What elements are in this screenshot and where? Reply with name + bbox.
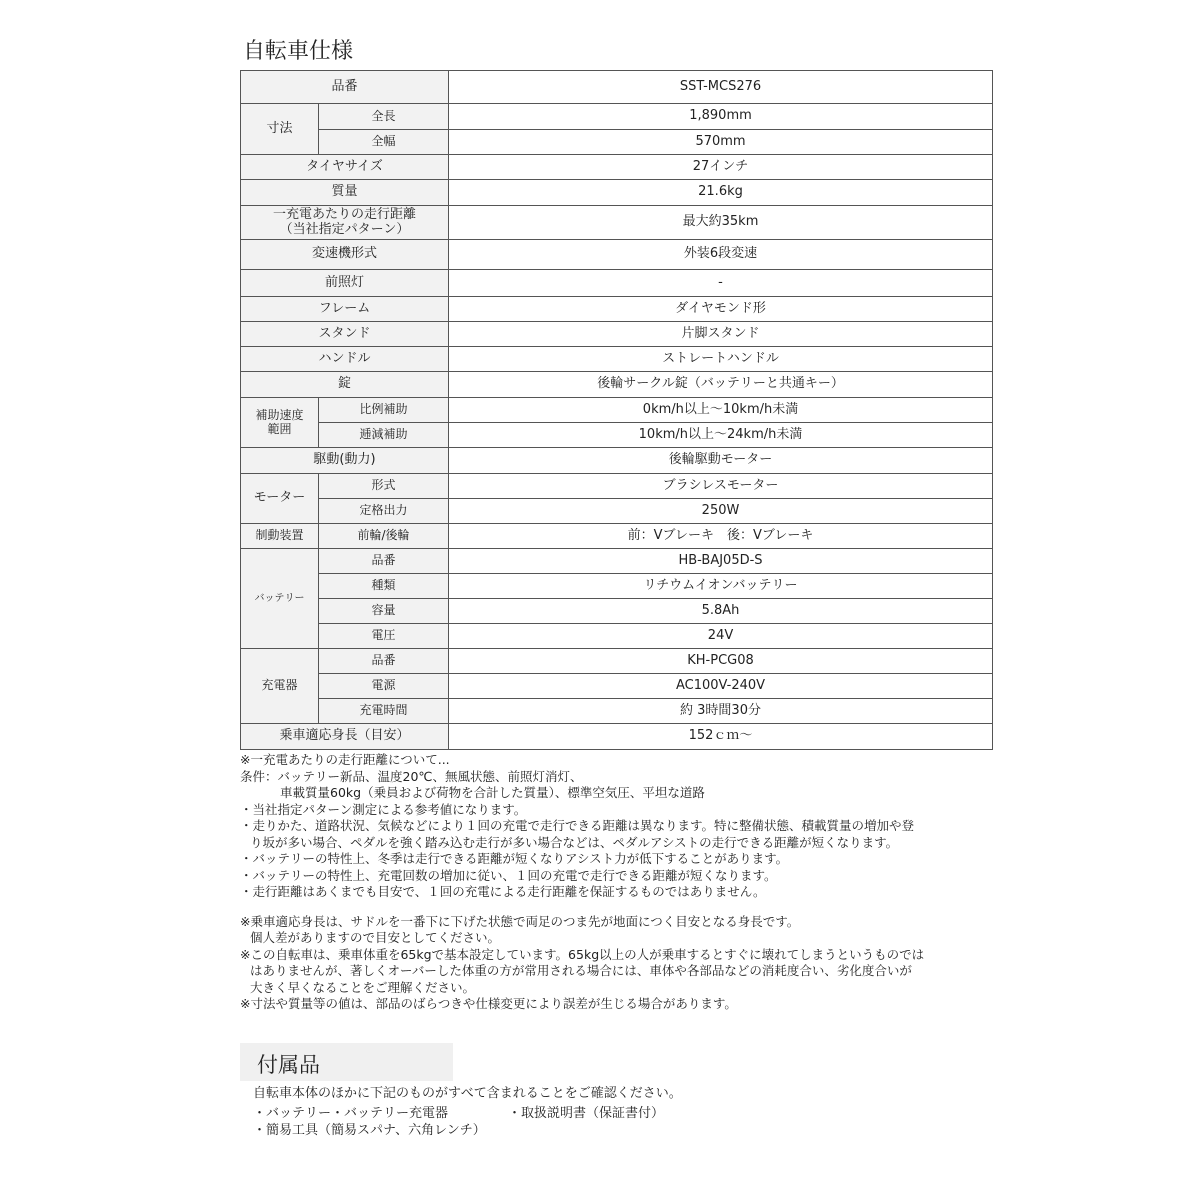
- list-item: [253, 1122, 853, 1139]
- range-value: 最大約35km: [449, 206, 993, 240]
- table-row: [241, 499, 993, 524]
- stand-value: 片脚スタンド: [449, 322, 993, 347]
- table-row: [241, 549, 993, 574]
- note-line: はありませんが、著しくオーバーした体重の方が常用される場合には、車体や各部品などの消耗度合い、劣化度合いが: [250, 963, 912, 978]
- range-label: [241, 206, 449, 240]
- charger-time-label: 充電時間: [319, 699, 449, 724]
- dimensions-label: 寸法: [241, 104, 319, 155]
- table-row: [241, 322, 993, 347]
- table-row: [241, 574, 993, 599]
- table-row: [241, 699, 993, 724]
- frame-value: ダイヤモンド形: [449, 297, 993, 322]
- charger-label: 充電器: [241, 649, 319, 724]
- note-line: ※乗車適応身長は、サドルを一番下に下げた状態で両足のつま先が地面につく目安となる身長です。: [240, 913, 800, 929]
- accessory-tools: ・簡易工具（簡易スパナ、六角レンチ）: [253, 1123, 486, 1138]
- range-label-line1: 一充電あたりの走行距離: [273, 206, 417, 222]
- battery-voltage-value: 24V: [449, 624, 993, 649]
- accessories-intro: 自転車本体のほかに下記のものがすべて含まれることをご確認ください。: [253, 1086, 682, 1101]
- accessories-list: [253, 1105, 853, 1139]
- handle-label: ハンドル: [241, 347, 449, 372]
- width-label: 全幅: [319, 130, 449, 155]
- table-row: [241, 448, 993, 474]
- gear-value: 外装6段変速: [449, 240, 993, 270]
- model-label: 品番: [241, 71, 449, 104]
- table-row: [241, 104, 993, 130]
- spec-table: [240, 70, 993, 750]
- note-line: ※寸法や質量等の値は、部品のばらつきや仕様変更により誤差が生じる場合があります。: [240, 996, 737, 1011]
- accessories-heading-box: [240, 1043, 453, 1081]
- battery-model-label: 品番: [319, 549, 449, 574]
- battery-type-label: 種類: [319, 574, 449, 599]
- prop-assist-label: 比例補助: [319, 398, 449, 423]
- brake-label: 制動装置: [241, 524, 319, 549]
- table-row: [241, 206, 993, 240]
- note-line: 車載質量60kg（乗員および荷物を合計した質量）、標準空気圧、平坦な道路: [280, 785, 705, 800]
- table-row: [241, 372, 993, 398]
- table-row: [241, 297, 993, 322]
- table-row: [241, 423, 993, 448]
- table-row: [241, 599, 993, 624]
- table-row: [241, 155, 993, 180]
- mass-value: 21.6kg: [449, 180, 993, 206]
- length-value: 1,890mm: [449, 104, 993, 130]
- note-line: ・バッテリーの特性上、冬季は走行できる距離が短くなりアシスト力が低下することがあります。: [240, 851, 789, 866]
- note-line: ・当社指定パターン測定による参考値になります。: [240, 801, 527, 817]
- assist-range-label: [241, 398, 319, 448]
- table-row: [241, 130, 993, 155]
- battery-voltage-label: 電圧: [319, 624, 449, 649]
- motor-power-value: 250W: [449, 499, 993, 524]
- assist-label-line1: 補助速度: [255, 407, 304, 422]
- charger-model-label: 品番: [319, 649, 449, 674]
- accessory-battery-charger: ・バッテリー・バッテリー充電器: [253, 1106, 449, 1121]
- table-row: [241, 524, 993, 549]
- note-line: ※一充電あたりの走行距離について...: [240, 752, 450, 767]
- motor-type-label: 形式: [319, 474, 449, 499]
- accessory-manual: ・取扱説明書（保証書付）: [508, 1106, 665, 1121]
- brake-sub-label: 前輪/後輪: [319, 524, 449, 549]
- drive-label: 駆動(動力): [241, 448, 449, 474]
- gear-label: 変速機形式: [241, 240, 449, 270]
- table-row: [241, 240, 993, 270]
- length-label: 全長: [319, 104, 449, 130]
- drive-value: 後輪駆動モーター: [449, 448, 993, 474]
- headlight-label: 前照灯: [241, 270, 449, 297]
- table-row: [241, 649, 993, 674]
- table-row: [241, 398, 993, 423]
- battery-capacity-label: 容量: [319, 599, 449, 624]
- notes-section: [240, 752, 1000, 1013]
- note-line: ※この自転車は、乗車体重を65kgで基本設定しています。65kg以上の人が乗車するとすぐに壊れてしまうというものでは: [240, 946, 925, 962]
- mass-label: 質量: [241, 180, 449, 206]
- note-line: ・バッテリーの特性上、充電回数の増加に従い、１回の充電で走行できる距離が短くなります。: [240, 867, 777, 883]
- assist-label-line2: 範囲: [267, 421, 292, 436]
- note-line: 条件：バッテリー新品、温度20℃、無風状態、前照灯消灯、: [240, 768, 583, 784]
- table-row: [241, 624, 993, 649]
- accessories-heading: 付属品: [257, 1053, 320, 1077]
- headlight-value: -: [449, 270, 993, 297]
- height-value: 152ｃｍ～: [449, 724, 993, 750]
- taper-assist-label: 逓減補助: [319, 423, 449, 448]
- lock-value: 後輪サークル錠（バッテリーと共通キー）: [449, 372, 993, 398]
- charger-model-value: KH-PCG08: [449, 649, 993, 674]
- note-line: 大きく早くなることをご理解ください。: [250, 979, 476, 995]
- lock-label: 錠: [241, 372, 449, 398]
- spacer: [240, 901, 1000, 914]
- list-item: [253, 1105, 853, 1122]
- frame-label: フレーム: [241, 297, 449, 322]
- table-row: [241, 347, 993, 372]
- table-row: [241, 474, 993, 499]
- note-line: ・走りかた、道路状況、気候などにより１回の充電で走行できる距離は異なります。特に整備状態、積載質量の増加や登: [240, 818, 915, 833]
- charger-power-value: AC100V-240V: [449, 674, 993, 699]
- motor-label: モーター: [241, 474, 319, 524]
- note-line: り坂が多い場合、ペダルを強く踏み込む走行が多い場合などは、ペダルアシストの走行できる距離が短くなります。: [250, 834, 899, 850]
- width-value: 570mm: [449, 130, 993, 155]
- motor-type-value: ブラシレスモーター: [449, 474, 993, 499]
- stand-label: スタンド: [241, 322, 449, 347]
- table-row: [241, 270, 993, 297]
- height-label: 乗車適応身長（目安）: [241, 724, 449, 750]
- model-value: SST-MCS276: [449, 71, 993, 104]
- charger-time-value: 約 3時間30分: [449, 699, 993, 724]
- battery-label: バッテリー: [241, 549, 319, 649]
- range-label-line2: （当社指定パターン）: [279, 221, 410, 237]
- table-row: [241, 724, 993, 750]
- charger-power-label: 電源: [319, 674, 449, 699]
- note-line: 個人差がありますので目安としてください。: [250, 930, 501, 945]
- table-row: [241, 180, 993, 206]
- handle-value: ストレートハンドル: [449, 347, 993, 372]
- note-line: ・走行距離はあくまでも目安で、１回の充電による走行距離を保証するものではありません。: [240, 884, 766, 899]
- battery-model-value: HB-BAJ05D-S: [449, 549, 993, 574]
- battery-capacity-value: 5.8Ah: [449, 599, 993, 624]
- motor-power-label: 定格出力: [319, 499, 449, 524]
- taper-assist-value: 10km/h以上～24km/h未満: [449, 423, 993, 448]
- table-row: [241, 71, 993, 104]
- tire-value: 27インチ: [449, 155, 993, 180]
- brake-value: 前：Vブレーキ 後：Vブレーキ: [449, 524, 993, 549]
- tire-label: タイヤサイズ: [241, 155, 449, 180]
- table-row: [241, 674, 993, 699]
- prop-assist-value: 0km/h以上～10km/h未満: [449, 398, 993, 423]
- battery-type-value: リチウムイオンバッテリー: [449, 574, 993, 599]
- page-title: 自転車仕様: [243, 39, 354, 64]
